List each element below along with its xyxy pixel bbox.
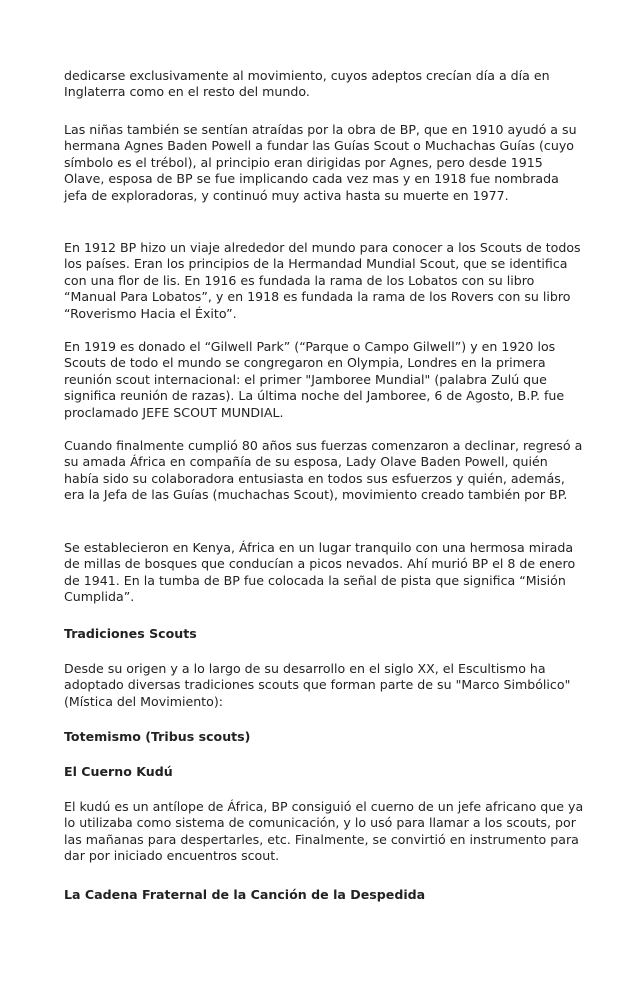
heading-cadena-fraternal: La Cadena Fraternal de la Canción de la Despedida bbox=[64, 887, 426, 902]
heading-totemismo: Totemismo (Tribus scouts) bbox=[64, 729, 251, 744]
paragraph-guias: Las niñas también se sentían atraídas por la obra de BP, que en 1910 ayudó a su hermana Agnes Baden Powell a fundar las Guías Scout o Muchachas Guías (cuyo símbolo es el trébol), al principio eran dirigidas por Agnes, pero desde 1915 Olave, esposa de BP se fue implicando cada vez mas y en 1918 fue nombrada jefa de exploradoras, y continuó muy activa hasta su muerte en 1977. bbox=[64, 122, 577, 203]
paragraph-hermandad: En 1912 BP hizo un viaje alrededor del mundo para conocer a los Scouts de todos los países. Eran los principios de la Hermandad Mundial Scout, que se identifica con una flor de lis. En 1916 es fundada la rama de los Lobatos con su libro “Manual Para Lobatos”, y en 1918 es fundada la rama de los Rovers con su libro “Roverismo Hacia el Éxito”. bbox=[64, 240, 581, 321]
heading-tradiciones-scouts: Tradiciones Scouts bbox=[64, 626, 197, 641]
heading-cuerno-kudu: El Cuerno Kudú bbox=[64, 764, 173, 779]
paragraph-movimiento: dedicarse exclusivamente al movimiento, cuyos adeptos crecían día a día en Inglaterra como en el resto del mundo. bbox=[64, 68, 550, 100]
paragraph-kudu: El kudú es un antílope de África, BP consiguió el cuerno de un jefe africano que ya lo utilizaba como sistema de comunicación, y lo usó para llamar a los scouts, por las mañanas para despertarles, etc. Finalmente, se convirtió en instrumento para dar por iniciado encuentros scout. bbox=[64, 799, 584, 864]
paragraph-kenya: Se establecieron en Kenya, África en un lugar tranquilo con una hermosa mirada de millas de bosques que conducían a picos nevados. Ahí murió BP el 8 de enero de 1941. En la tumba de BP fue colocada la señal de pista que significa “Misión Cumplida”. bbox=[64, 540, 576, 605]
paragraph-jamboree: En 1919 es donado el “Gilwell Park” (“Parque o Campo Gilwell”) y en 1920 los Scouts de todo el mundo se congregaron en Olympia, Londres en la primera reunión scout internacional: el primer "Jamboree Mundial" (palabra Zulú que significa reunión de razas). La última noche del Jamboree, 6 de Agosto, B.P. fue proclamado JEFE SCOUT MUNDIAL. bbox=[64, 339, 565, 420]
paragraph-tradiciones: Desde su origen y a lo largo de su desarrollo en el siglo XX, el Escultismo ha adoptado diversas tradiciones scouts que forman parte de su "Marco Simbólico" (Mística del Movimiento): bbox=[64, 661, 571, 709]
paragraph-africa: Cuando finalmente cumplió 80 años sus fuerzas comenzaron a declinar, regresó a su amada África en compañía de su esposa, Lady Olave Baden Powell, quién había sido su colaboradora entusiasta en todos sus esfuerzos y quién, además, era la Jefa de las Guías (muchachas Scout), movimiento creado también por BP. bbox=[64, 438, 583, 503]
